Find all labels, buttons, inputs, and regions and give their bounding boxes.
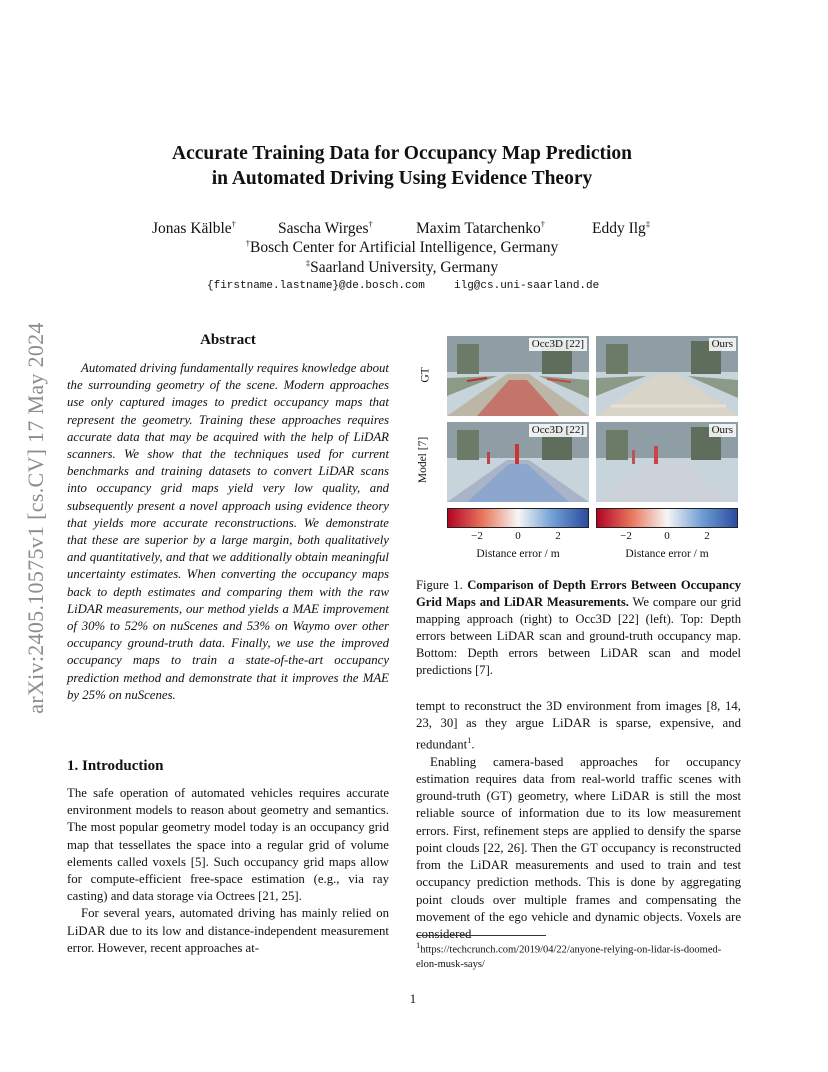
row-label-model: Model [7] [417, 436, 430, 484]
footnote-rule [416, 935, 546, 936]
tick-label: 2 [555, 530, 561, 542]
intro-body [67, 785, 389, 957]
tag-occ3d-bottom: Occ3D [22] [529, 424, 587, 437]
colorbar-ticks-right [596, 530, 738, 544]
row-label-gt: GT [419, 367, 432, 383]
intro-heading: 1. Introduction [67, 758, 164, 774]
author-1: Jonas Kälble† [152, 219, 236, 238]
abstract-heading: Abstract [200, 332, 256, 348]
image-gt-ours [596, 336, 738, 416]
tick-label: 0 [664, 530, 670, 542]
colorbar-ticks-left [447, 530, 589, 544]
tick-label: 0 [515, 530, 521, 542]
email-2: ilg@cs.uni-saarland.de [454, 280, 600, 292]
intro-paragraph-2: For several years, automated driving has mainly relied on LiDAR due to its low and distance-independent measurement error. However, recent approaches at- [67, 906, 389, 955]
image-model-ours [596, 422, 738, 502]
paper-title [100, 141, 704, 191]
right-column-body [416, 698, 741, 943]
tick-label: −2 [620, 530, 632, 542]
page-number: 1 [409, 992, 417, 1006]
right-paragraph-1: tempt to reconstruct the 3D environment from images [8, 14, 23, 30] as they argue LiDAR is sparse, expensive, and redundant$^1$. [416, 699, 741, 752]
arxiv-sidebar [22, 275, 50, 761]
figure-1 [416, 332, 741, 572]
colorbar-label-right: Distance error / m [625, 548, 709, 560]
title-line-2: in Automated Driving Using Evidence Theory [211, 168, 593, 189]
tag-occ3d-top: Occ3D [22] [529, 338, 587, 351]
tick-label: 2 [704, 530, 710, 542]
affiliation-1: †Bosch Center for Artificial Intelligence, Germany [245, 238, 559, 257]
caption-label: Figure 1. [416, 578, 463, 592]
email-1: {firstname.lastname}@de.bosch.com [207, 280, 425, 292]
colorbar-label-left: Distance error / m [476, 548, 560, 560]
colorbar-right [596, 508, 738, 528]
abstract-text: Automated driving fundamentally requires knowledge about the surrounding geometry of the scene. Modern approaches use only captured images to predict occupancy maps that represent the geometry. Training these approaches requires accurate data that may be acquired with the help of LiDAR scanners. We show that the techniques used for current benchmarks and training datasets to convert LiDAR scans into occupancy grid maps yield very low quality, and subsequently present a novel approach using evidence theory that yields more accurate reconstructions. We demonstrate that these are superior by a large margin, both qualitatively and quantitatively, and that we additionally obtain meaningful uncertainty estimates. When converting the occupancy maps back to depth estimates and comparing them with the raw LiDAR measurements, our method yields a MAE improvement of 30% to 52% on nuScenes and 53% on Waymo over other occupancy ground-truth data. Finally, we use the improved occupancy maps to train a state-of-the-art occupancy prediction method and demonstrate that it improves the MAE by 25% on nuScenes. [67, 361, 389, 702]
title-line-1: Accurate Training Data for Occupancy Map Prediction [171, 143, 632, 164]
caption-bold: Comparison of Depth Errors Between Occupancy Grid Maps and LiDAR Measurements. [416, 578, 741, 610]
author-3: Maxim Tatarchenko† [416, 219, 545, 238]
figure-caption [416, 577, 741, 680]
intro-paragraph-1: The safe operation of automated vehicles requires accurate environment models to reason about geometry and semantics. The most popular geometry model today is an occupancy grid map that tessellates the space into a regular grid of volume elements called voxels [5]. Such occupancy grid maps allow for compute-efficient free-space estimation (e.g., via ray casting) and data storage via Octrees [21, 25]. [67, 786, 389, 904]
author-4: Eddy Ilg‡ [592, 219, 651, 238]
arxiv-id: arXiv:2405.10575v1 [cs.CV] 17 May 2024 [23, 322, 48, 714]
affiliation-2: ‡Saarland University, Germany [305, 258, 499, 277]
caption-text: We compare our grid mapping approach (right) to Occ3D [22] (left). Top: Depth errors between LiDAR scan and ground-truth occupancy map. Bottom: Depth errors between LiDAR scan and model predictions [7]. [416, 595, 741, 678]
tick-label: −2 [471, 530, 483, 542]
footnote: $^1$https://techcrunch.com/2019/04/22/anyone-relying-on-lidar-is-doomed-elon-musk-says/ [416, 940, 722, 970]
image-model-occ3d [447, 422, 589, 502]
tag-ours-top: Ours [709, 338, 736, 351]
colorbar-left [447, 508, 589, 528]
author-2: Sascha Wirges† [278, 219, 373, 238]
footnote-url[interactable]: https://techcrunch.com/2019/04/22/anyone-relying-on-lidar-is-doomed-elon-musk-says/ [416, 944, 722, 970]
right-paragraph-2: Enabling camera-based approaches for occupancy estimation requires data from real-world traffic scenes with ground-truth (GT) geometry, where LiDAR is still the most reliable source of information due to its low measurement errors. First, refinement steps are applied to densify the sparse point clouds [22, 26]. Then the GT occupancy is reconstructed from the LiDAR measurements and used to train and test occupancy prediction methods. This is done by aggregating point clouds over multiple frames and compensating the movement of the ego vehicle and dynamic objects. Voxels are considered [416, 754, 741, 941]
tag-ours-bottom: Ours [709, 424, 736, 437]
image-gt-occ3d [447, 336, 589, 416]
